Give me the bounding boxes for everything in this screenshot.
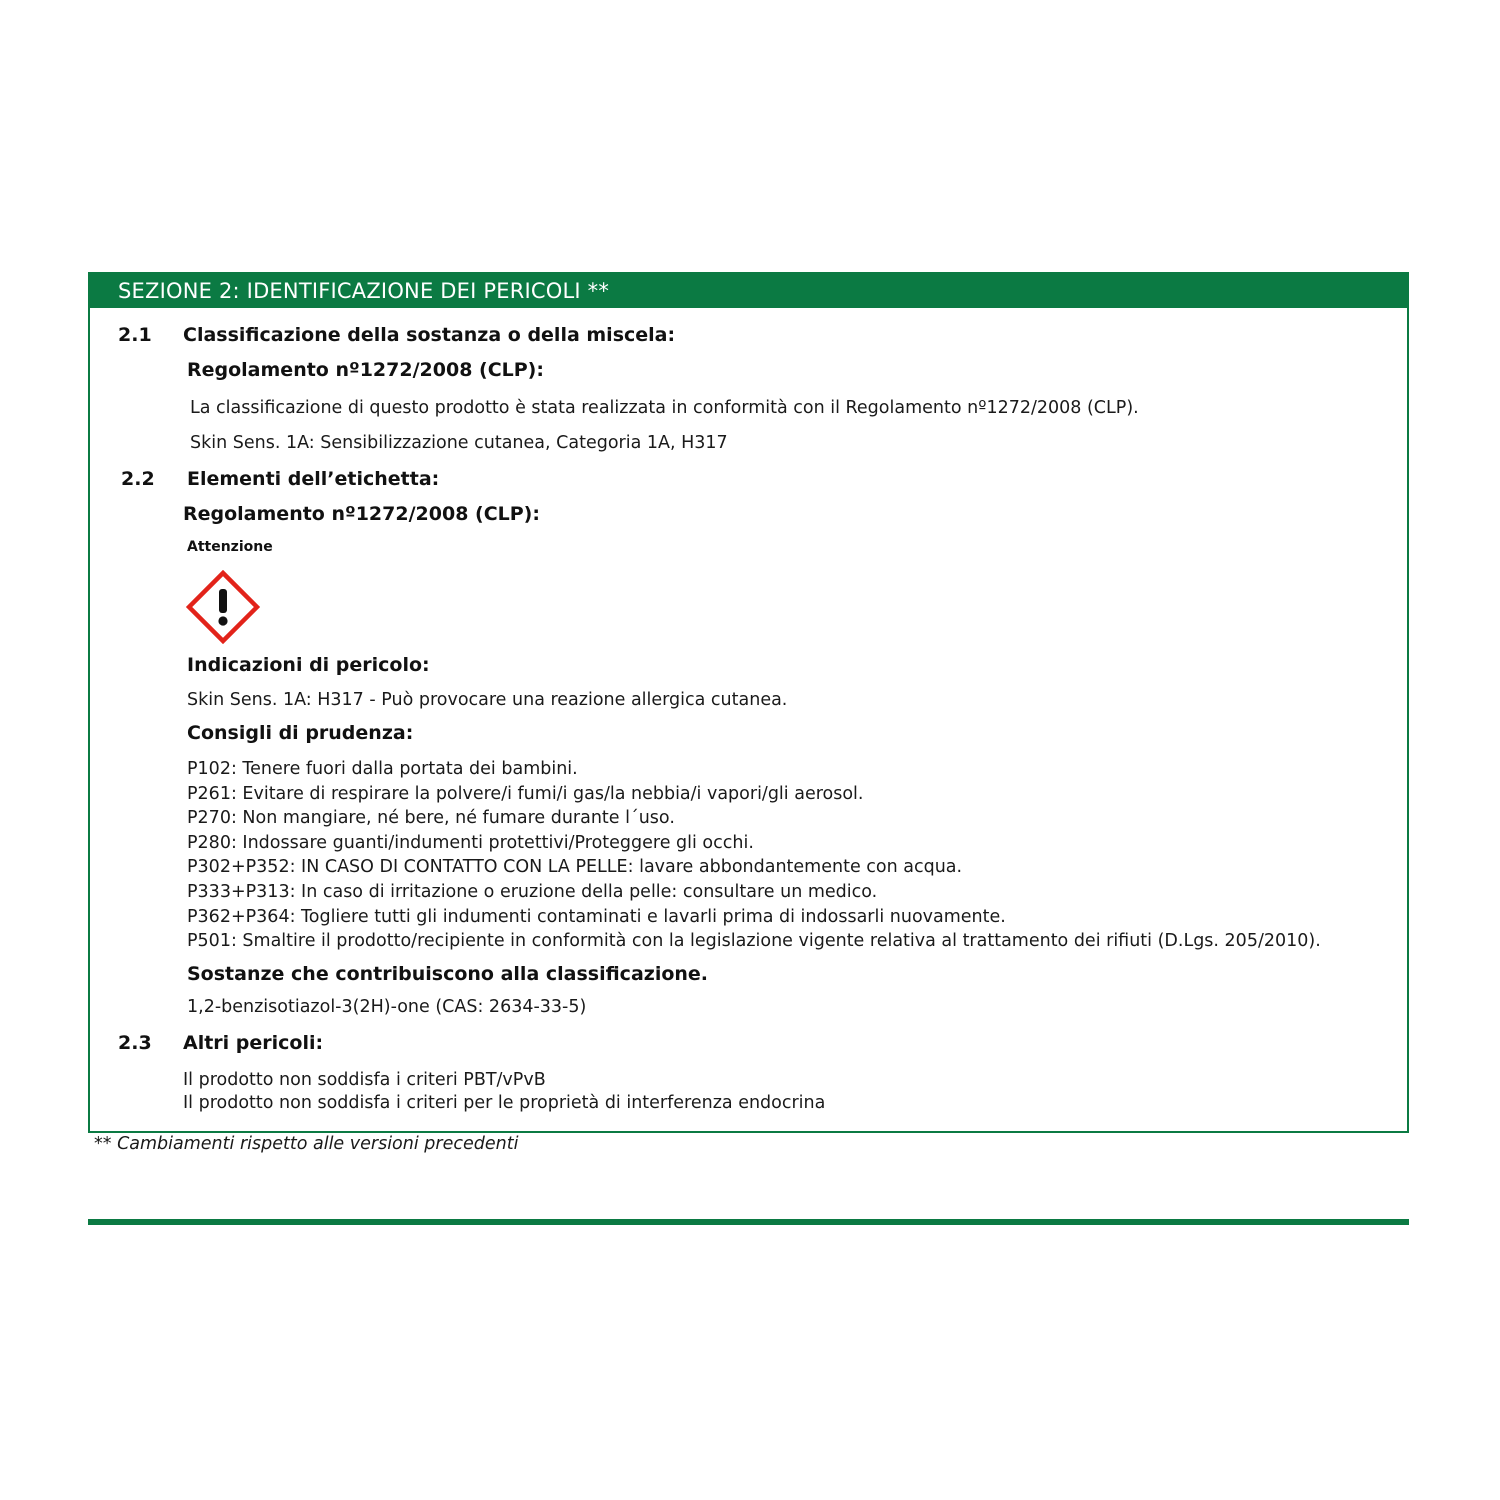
- regulation-heading-2-1: Regolamento nº1272/2008 (CLP):: [187, 359, 544, 381]
- precaution-item: P302+P352: IN CASO DI CONTATTO CON LA PELLE: lavare abbondantemente con acqua.: [187, 857, 963, 878]
- classification-category: Skin Sens. 1A: Sensibilizzazione cutanea, Categoria 1A, H317: [190, 433, 728, 453]
- precautionary-heading: Consigli di prudenza:: [187, 722, 414, 744]
- subsection-2-2-number: 2.2: [121, 468, 155, 490]
- subsection-2-3-title: Altri pericoli:: [183, 1032, 324, 1054]
- other-hazards-line-1: Il prodotto non soddisfa i criteri PBT/vPvB: [183, 1070, 546, 1090]
- precaution-item: P102: Tenere fuori dalla portata dei bambini.: [187, 759, 578, 779]
- precautionary-list: [187, 757, 1321, 954]
- precaution-item: P261: Evitare di respirare la polvere/i fumi/i gas/la nebbia/i vapori/gli aerosol.: [187, 783, 864, 804]
- subsection-2-1-title: Classificazione della sostanza o della miscela:: [183, 324, 676, 346]
- precaution-item: P280: Indossare guanti/indumenti protettivi/Proteggere gli occhi.: [187, 832, 754, 853]
- signal-word: Attenzione: [187, 539, 273, 555]
- subsection-2-2-title: Elementi dell’etichetta:: [187, 468, 440, 490]
- subsection-2-3-number: 2.3: [118, 1032, 152, 1054]
- classification-text: La classificazione di questo prodotto è stata realizzata in conformità con il Regolamento nº1272/2008 (CLP).: [190, 398, 1139, 418]
- subsection-2-1-number: 2.1: [118, 324, 152, 346]
- precaution-item: P333+P313: In caso di irritazione o eruzione della pelle: consultare un medico.: [187, 881, 878, 902]
- hazard-statements-heading: Indicazioni di pericolo:: [187, 654, 430, 676]
- bottom-rule: [88, 1219, 1409, 1225]
- ghs07-exclamation-icon: [186, 570, 260, 644]
- precaution-item: P501: Smaltire il prodotto/recipiente in conformità con la legislazione vigente relativa al trattamento dei rifiuti (D.Lgs. 205/2010).: [187, 931, 1321, 952]
- regulation-heading-2-2: Regolamento nº1272/2008 (CLP):: [183, 503, 540, 525]
- other-hazards-line-2: Il prodotto non soddisfa i criteri per le proprietà di interferenza endocrina: [183, 1093, 826, 1113]
- footnote: ** Cambiamenti rispetto alle versioni precedenti: [94, 1134, 519, 1154]
- section-header: SEZIONE 2: IDENTIFICAZIONE DEI PERICOLI **: [90, 274, 1407, 308]
- contributing-substance: 1,2-benzisotiazol-3(2H)-one (CAS: 2634-33-5): [187, 997, 587, 1017]
- hazard-statement: Skin Sens. 1A: H317 - Può provocare una reazione allergica cutanea.: [187, 690, 788, 710]
- precaution-item: P362+P364: Togliere tutti gli indumenti contaminati e lavarli prima di indossarli nuovamente.: [187, 906, 1006, 927]
- contributing-substances-heading: Sostanze che contribuiscono alla classificazione.: [187, 963, 709, 985]
- precaution-item: P270: Non mangiare, né bere, né fumare durante l´uso.: [187, 808, 675, 829]
